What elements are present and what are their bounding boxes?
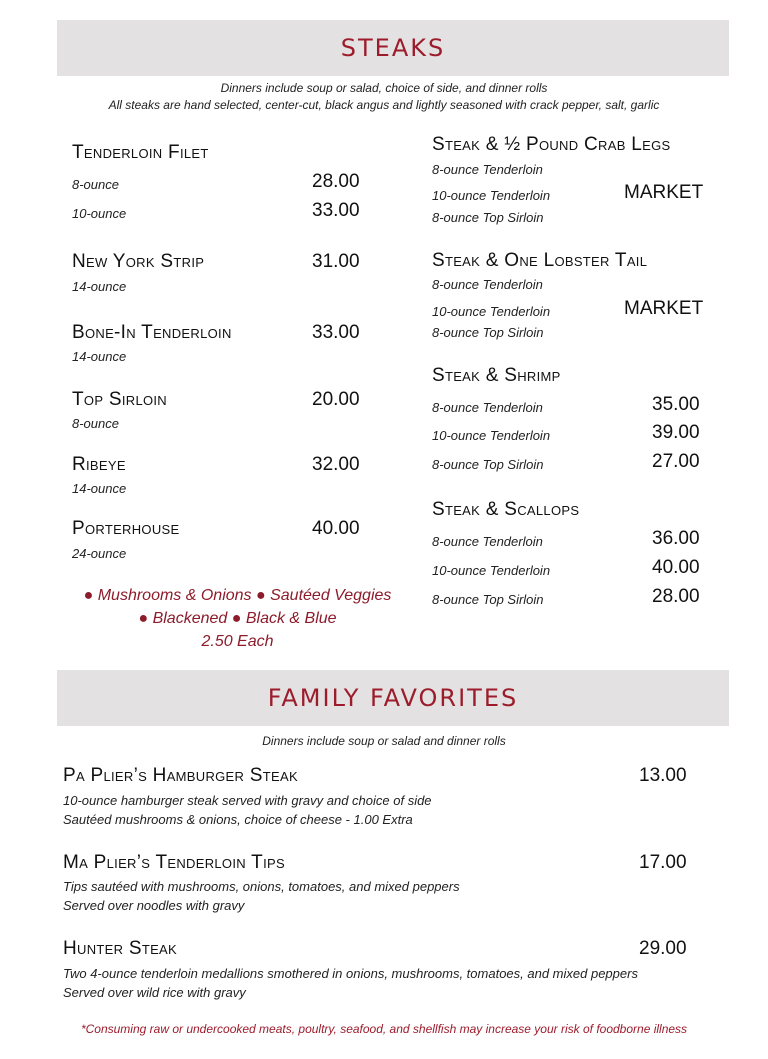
addons-line: ● Blackened ● Black & Blue — [138, 610, 337, 627]
addons-price: 2.50 Each — [201, 633, 274, 650]
item-description: Served over wild rice with gravy — [63, 985, 246, 1000]
item-price: 20.00 — [312, 389, 360, 410]
family-note: Dinners include soup or salad and dinner rolls — [262, 734, 506, 748]
item-name-porterhouse: Porterhouse — [72, 518, 180, 539]
item-size: 8-ounce Top Sirloin — [432, 325, 544, 340]
item-price: 40.00 — [312, 518, 360, 539]
item-price: 27.00 — [652, 451, 700, 472]
item-description: Served over noodles with gravy — [63, 898, 245, 913]
item-price: 29.00 — [639, 938, 687, 959]
item-name-steak-crab-legs: Steak & ½ Pound Crab Legs — [432, 134, 671, 155]
item-price: 13.00 — [639, 765, 687, 786]
item-size: 14-ounce — [72, 481, 127, 496]
family-banner — [57, 670, 729, 726]
steaks-note-1: Dinners include soup or salad, choice of side, and dinner rolls — [220, 81, 548, 95]
item-size: 24-ounce — [72, 546, 127, 561]
item-name-bone-in-tenderloin: Bone-In Tenderloin — [72, 322, 232, 343]
item-size: 10-ounce Tenderloin — [432, 428, 551, 443]
health-disclaimer: *Consuming raw or undercooked meats, poultry, seafood, and shellfish may increase your risk of foodborne illness — [80, 1022, 688, 1036]
item-price: 36.00 — [652, 528, 700, 549]
item-size: 8-ounce Tenderloin — [432, 400, 543, 415]
item-price: 28.00 — [652, 586, 700, 607]
item-name-steak-shrimp: Steak & Shrimp — [432, 365, 561, 386]
steaks-note-2: All steaks are hand selected, center-cut, black angus and lightly seasoned with crack pepper, salt, garlic — [108, 98, 660, 112]
item-price: 28.00 — [312, 171, 360, 192]
item-price: 40.00 — [652, 557, 700, 578]
item-price: 35.00 — [652, 394, 700, 415]
item-name-hunter-steak: Hunter Steak — [63, 938, 178, 959]
item-size: 14-ounce — [72, 349, 127, 364]
item-size: 8-ounce — [72, 416, 119, 431]
item-price: 32.00 — [312, 454, 360, 475]
item-size: 8-ounce Tenderloin — [432, 277, 543, 292]
item-price-market: MARKET — [624, 298, 704, 319]
item-name-steak-lobster-tail: Steak & One Lobster Tail — [432, 250, 648, 271]
item-name-tenderloin-filet: Tenderloin Filet — [72, 142, 209, 163]
item-size: 8-ounce Top Sirloin — [432, 592, 544, 607]
item-size: 8-ounce — [72, 177, 119, 192]
item-size: 10-ounce Tenderloin — [432, 304, 551, 319]
item-price: 31.00 — [312, 251, 360, 272]
item-price: 39.00 — [652, 422, 700, 443]
item-size: 10-ounce Tenderloin — [432, 563, 551, 578]
item-price: 33.00 — [312, 322, 360, 343]
item-price: 33.00 — [312, 200, 360, 221]
item-name-top-sirloin: Top Sirloin — [72, 389, 167, 410]
item-size: 8-ounce Top Sirloin — [432, 210, 544, 225]
item-price: 17.00 — [639, 852, 687, 873]
item-name-ribeye: Ribeye — [72, 454, 126, 475]
item-size: 10-ounce — [72, 206, 127, 221]
item-size: 8-ounce Top Sirloin — [432, 457, 544, 472]
item-description: Tips sautéed with mushrooms, onions, tomatoes, and mixed peppers — [63, 879, 460, 894]
item-description: 10-ounce hamburger steak served with gravy and choice of side — [63, 793, 432, 808]
item-name-tenderloin-tips: Ma Plier’s Tenderloin Tips — [63, 852, 285, 873]
item-size: 14-ounce — [72, 279, 127, 294]
addons-line: ● Mushrooms & Onions ● Sautéed Veggies — [83, 587, 392, 604]
addons-block — [40, 584, 435, 653]
item-description: Sautéed mushrooms & onions, choice of cheese - 1.00 Extra — [63, 812, 413, 827]
item-size: 8-ounce Tenderloin — [432, 534, 543, 549]
family-title: FAMILY FAVORITES — [267, 684, 519, 712]
item-name-steak-scallops: Steak & Scallops — [432, 499, 580, 520]
item-price-market: MARKET — [624, 182, 704, 203]
steaks-title: STEAKS — [340, 34, 446, 62]
item-size: 10-ounce Tenderloin — [432, 188, 551, 203]
steaks-banner — [57, 20, 729, 76]
item-description: Two 4-ounce tenderloin medallions smothered in onions, mushrooms, tomatoes, and mixed peppers — [63, 966, 638, 981]
item-size: 8-ounce Tenderloin — [432, 162, 543, 177]
item-name-new-york-strip: New York Strip — [72, 251, 205, 272]
item-name-hamburger-steak: Pa Plier’s Hamburger Steak — [63, 765, 298, 786]
